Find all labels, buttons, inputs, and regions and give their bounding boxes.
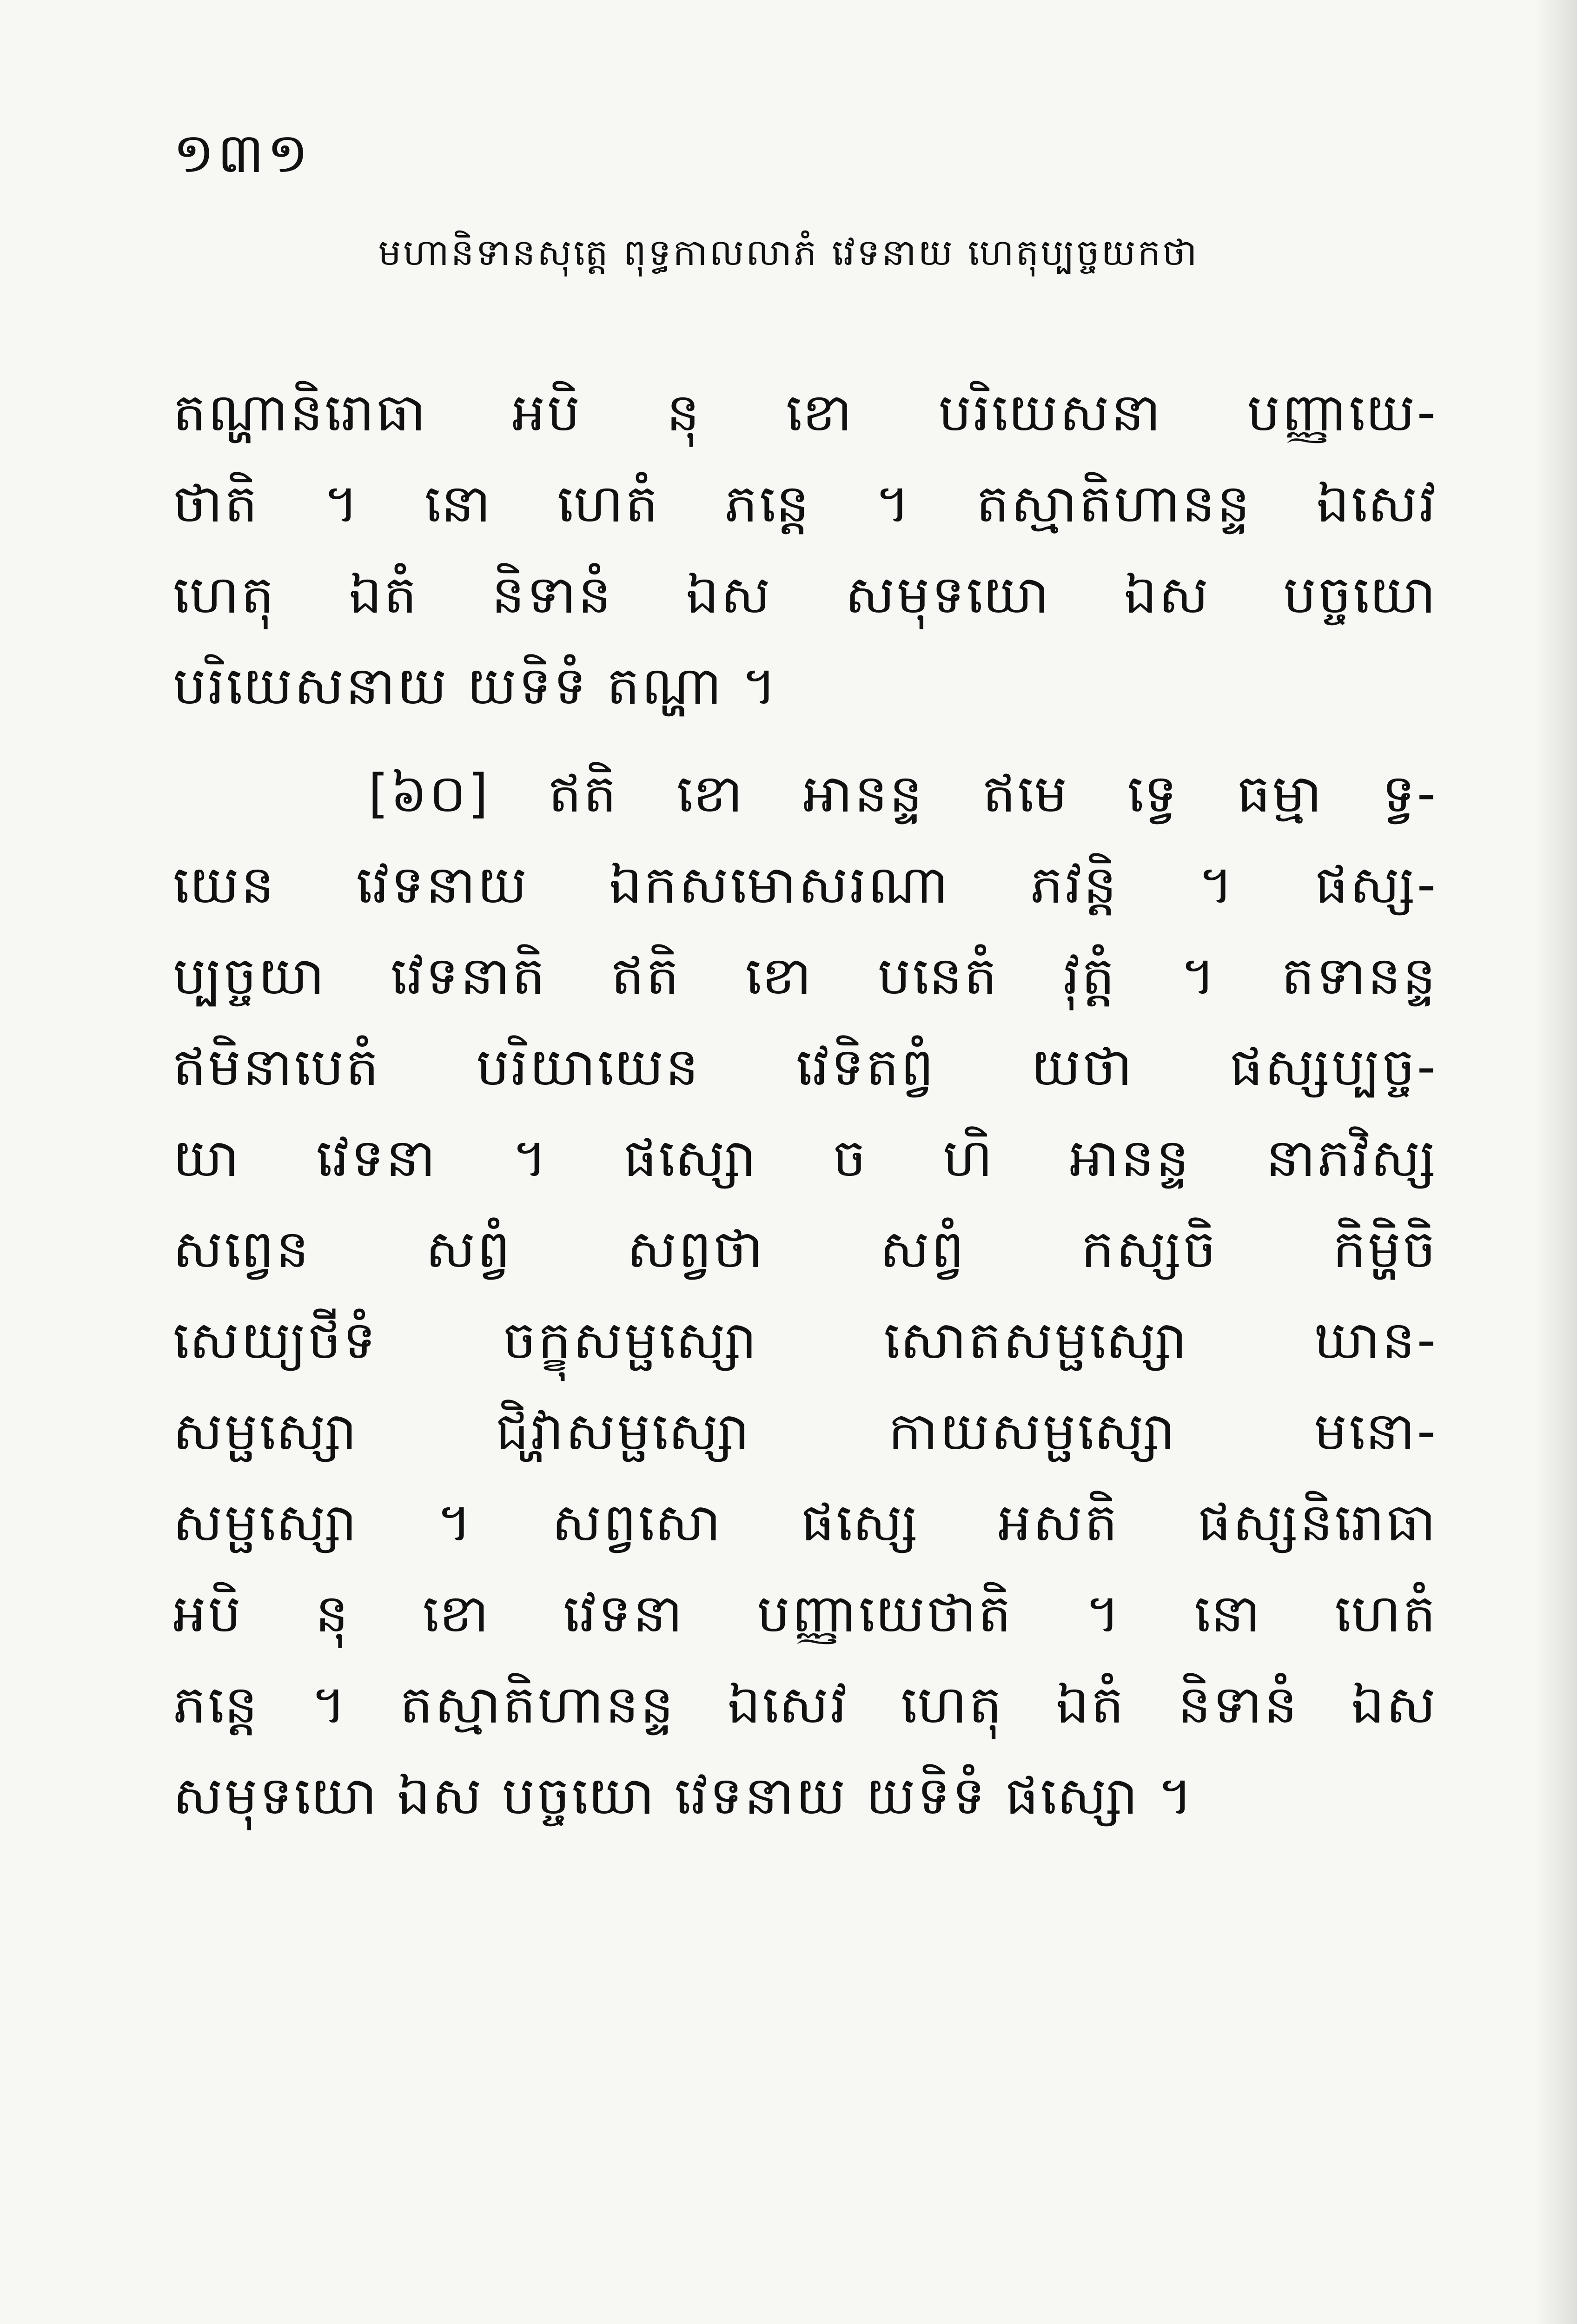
text-line: យេន វេទនាយ ឯកសមោសរណា ភវន្តិ ។ ផស្ស- (173, 855, 1438, 915)
text-line: បរិយេសនាយ យទិទំ តណ្ហា ។ (173, 656, 778, 716)
page-edge-shadow (1535, 0, 1577, 2324)
text-line: [៦០] ឥតិ ខោ អានន្ទ ឥមេ ទ្វេ ធម្មា ទ្វ- (368, 764, 1438, 824)
text-line: ហេតុ ឯតំ និទានំ ឯស សមុទយោ ឯស បច្ចយោ (173, 565, 1438, 625)
text-line: យា វេទនា ។ ផស្សោ ច ហិ អានន្ទ នាភវិស្ស (173, 1128, 1438, 1188)
text-line: ថាតិ ។ នោ ហេតំ ភន្តេ ។ តស្មាតិហានន្ទ ឯសេវ (173, 474, 1438, 534)
paragraph-2 (173, 748, 1438, 1842)
paragraph-gap (173, 732, 1438, 748)
text-line: សម្ផស្សោ ។ សព្វសោ ផស្សេ អសតិ ផស្សនិរោធា (173, 1492, 1438, 1553)
body-text (173, 367, 1438, 1842)
text-line: សេយ្យថីទំ ចក្ខុសម្ផស្សោ សោតសម្ផស្សោ ឃាន- (173, 1310, 1438, 1371)
text-line: ភន្តេ ។ តស្មាតិហានន្ទ ឯសេវ ហេតុ ឯតំ និទានំ ឯស (173, 1675, 1438, 1735)
text-line: អបិ នុ ខោ វេទនា បញ្ញាយេថាតិ ។ នោ ហេតំ (173, 1584, 1438, 1644)
text-line: តណ្ហានិរោធា អបិ នុ ខោ បរិយេសនា បញ្ញាយេ- (173, 383, 1438, 443)
text-line: សមុទយោ ឯស បច្ចយោ វេទនាយ យទិទំ ផស្សោ ។ (173, 1766, 1194, 1826)
text-line: សម្ផស្សោ ជិវ្ហាសម្ផស្សោ កាយសម្ផស្សោ មនោ- (173, 1401, 1438, 1462)
text-line: ឥមិនាបេតំ បរិយាយេន វេទិតព្វំ យថា ផស្សប្បច្ច- (173, 1037, 1438, 1097)
page-number: ១៣១ (173, 121, 311, 185)
paragraph-1 (173, 367, 1438, 732)
running-head: មហានិទានសុត្តេ ពុទ្ធកាលលាភំ វេទនាយ ហេតុប្បច្ចយកថា (378, 232, 1199, 274)
text-line: ប្បច្ចយា វេទនាតិ ឥតិ ខោ បនេតំ វុត្តំ ។ តទានន្ទ (173, 946, 1438, 1006)
text-line: សព្វេន សព្វំ សព្វថា សព្វំ កស្សចិ កិម្ហិចិ (173, 1219, 1438, 1280)
